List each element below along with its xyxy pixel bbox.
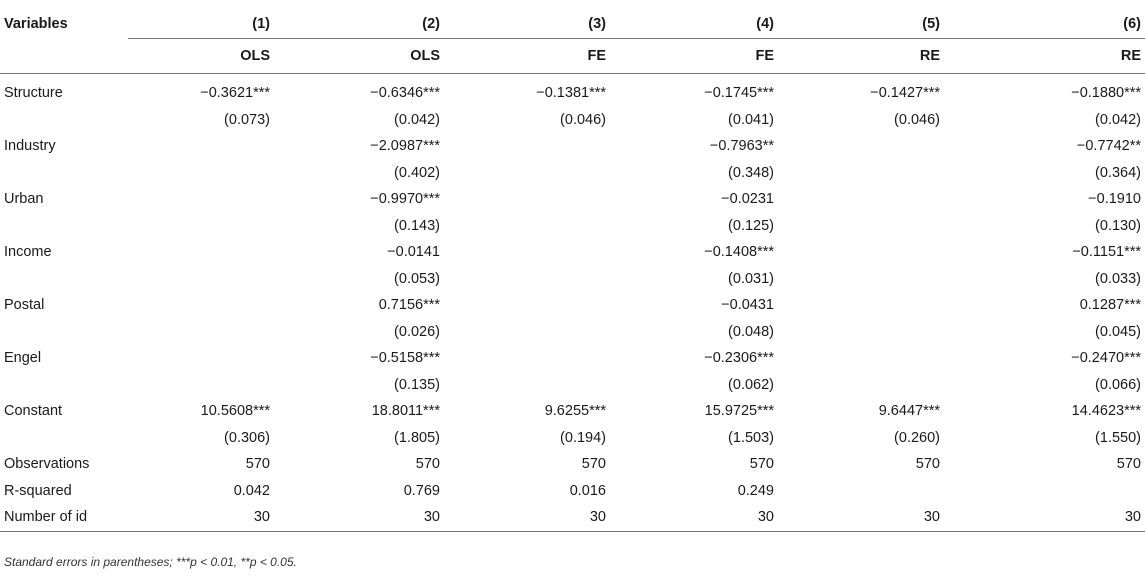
table-cell bbox=[778, 292, 944, 319]
table-cell: −0.1880*** bbox=[1071, 85, 1141, 102]
table-cell: (0.042) bbox=[394, 111, 440, 128]
row-label: R-squared bbox=[4, 482, 72, 499]
table-cell: (1.550) bbox=[1095, 429, 1141, 446]
table-cell: (0.045) bbox=[1095, 323, 1141, 340]
table-cell: −0.1745*** bbox=[704, 85, 774, 102]
table-cell bbox=[444, 133, 610, 160]
table-cell: 30 bbox=[274, 504, 444, 531]
table-cell: 30 bbox=[610, 504, 778, 531]
table-cell: (0.364) bbox=[1095, 164, 1141, 181]
table-cell: (0.041) bbox=[728, 111, 774, 128]
table-row bbox=[0, 133, 1145, 160]
table-cell bbox=[128, 319, 274, 346]
col-method: RE bbox=[944, 39, 1145, 74]
table-cell: (0.125) bbox=[728, 217, 774, 234]
table-cell: 570 bbox=[915, 456, 940, 473]
table-row bbox=[0, 425, 1145, 452]
table-cell: −0.0141 bbox=[387, 244, 440, 261]
row-label bbox=[0, 319, 128, 346]
table-row bbox=[0, 319, 1145, 346]
table-cell bbox=[128, 186, 274, 213]
table-row bbox=[0, 107, 1145, 134]
table-cell: (0.026) bbox=[394, 323, 440, 340]
table-cell: 0.016 bbox=[569, 482, 606, 499]
table-cell: −0.0431 bbox=[721, 297, 774, 314]
table-cell bbox=[128, 213, 274, 240]
table-row bbox=[0, 451, 1145, 478]
col-num: (2) bbox=[422, 16, 440, 32]
header-blank bbox=[0, 39, 128, 74]
table-cell bbox=[444, 239, 610, 266]
regression-table bbox=[0, 10, 1145, 532]
table-cell: (0.402) bbox=[394, 164, 440, 181]
table-cell bbox=[778, 266, 944, 293]
table-cell: 14.4623*** bbox=[1071, 403, 1141, 420]
table-cell: −0.1151*** bbox=[1072, 244, 1141, 261]
col-num: (1) bbox=[252, 16, 270, 32]
table-cell bbox=[444, 345, 610, 372]
col-method: OLS bbox=[274, 39, 444, 74]
row-label bbox=[0, 160, 128, 187]
table-row bbox=[0, 292, 1145, 319]
table-row bbox=[0, 266, 1145, 293]
table-cell: (0.135) bbox=[394, 376, 440, 393]
row-label: Income bbox=[4, 244, 52, 261]
table-cell: 18.8011*** bbox=[371, 403, 440, 420]
col-num: (5) bbox=[922, 16, 940, 32]
table-cell: 9.6255*** bbox=[544, 403, 606, 420]
table-cell: 0.7156*** bbox=[378, 297, 440, 314]
table-cell: (0.033) bbox=[1095, 270, 1141, 287]
table-cell bbox=[444, 160, 610, 187]
table-row bbox=[0, 239, 1145, 266]
col-num: (4) bbox=[756, 16, 774, 32]
table-cell: −0.3621*** bbox=[200, 85, 270, 102]
table-cell: (0.306) bbox=[224, 429, 270, 446]
table-cell bbox=[778, 478, 944, 505]
table-cell: −0.1910 bbox=[1088, 191, 1141, 208]
table-cell bbox=[444, 292, 610, 319]
table-cell bbox=[944, 478, 1145, 505]
row-label: Postal bbox=[4, 297, 45, 314]
table-cell bbox=[778, 160, 944, 187]
table-cell: (0.066) bbox=[1095, 376, 1141, 393]
table-cell: 570 bbox=[749, 456, 774, 473]
row-label bbox=[0, 425, 128, 452]
table-cell: −0.1381*** bbox=[536, 85, 606, 102]
table-body bbox=[0, 74, 1145, 532]
table-cell bbox=[778, 213, 944, 240]
row-label: Industry bbox=[4, 138, 56, 155]
table-cell: −0.2470*** bbox=[1071, 350, 1141, 367]
table-cell bbox=[444, 186, 610, 213]
table-cell: (0.194) bbox=[560, 429, 606, 446]
table-cell: 0.249 bbox=[737, 482, 774, 499]
table-cell: 570 bbox=[581, 456, 606, 473]
table-cell bbox=[128, 239, 274, 266]
table-cell bbox=[778, 319, 944, 346]
table-cell: 9.6447*** bbox=[878, 403, 940, 420]
table-cell bbox=[128, 133, 274, 160]
col-method: OLS bbox=[128, 39, 274, 74]
table-cell: 570 bbox=[415, 456, 440, 473]
table-cell: 570 bbox=[245, 456, 270, 473]
table-cell: 30 bbox=[778, 504, 944, 531]
table-cell: (1.503) bbox=[728, 429, 774, 446]
table-row bbox=[0, 372, 1145, 399]
table-cell: (0.062) bbox=[728, 376, 774, 393]
table-cell bbox=[128, 266, 274, 293]
table-cell bbox=[778, 239, 944, 266]
table-cell bbox=[778, 133, 944, 160]
table-cell bbox=[128, 160, 274, 187]
table-row bbox=[0, 345, 1145, 372]
table-row bbox=[0, 186, 1145, 213]
table-cell bbox=[128, 372, 274, 399]
table-cell bbox=[778, 345, 944, 372]
table-cell: 30 bbox=[128, 504, 274, 531]
table-cell bbox=[128, 345, 274, 372]
table-cell: (0.046) bbox=[560, 111, 606, 128]
row-label: Urban bbox=[4, 191, 44, 208]
table-cell bbox=[444, 372, 610, 399]
table-cell: 15.9725*** bbox=[704, 403, 774, 420]
table-cell: −0.7963** bbox=[709, 138, 774, 155]
table-cell: −0.1408*** bbox=[704, 244, 774, 261]
table-cell: (0.143) bbox=[394, 217, 440, 234]
table-row bbox=[0, 478, 1145, 505]
table-cell: 0.042 bbox=[233, 482, 270, 499]
table-cell: (0.046) bbox=[894, 111, 940, 128]
table-cell: (0.348) bbox=[728, 164, 774, 181]
table-cell: 30 bbox=[444, 504, 610, 531]
table-cell: 30 bbox=[944, 504, 1145, 531]
col-method: FE bbox=[610, 39, 778, 74]
table-cell: (0.073) bbox=[224, 111, 270, 128]
table-cell: (0.042) bbox=[1095, 111, 1141, 128]
table-cell: (0.031) bbox=[728, 270, 774, 287]
row-label: Number of id bbox=[0, 504, 128, 531]
table-cell: 0.769 bbox=[403, 482, 440, 499]
row-label bbox=[0, 213, 128, 240]
table-row bbox=[0, 398, 1145, 425]
table-row bbox=[0, 504, 1145, 531]
table-cell: (0.048) bbox=[728, 323, 774, 340]
col-num: (3) bbox=[588, 16, 606, 32]
table-cell: 10.5608*** bbox=[200, 403, 270, 420]
table-cell bbox=[444, 266, 610, 293]
row-label bbox=[0, 372, 128, 399]
col-method: RE bbox=[778, 39, 944, 74]
table-cell: −0.2306*** bbox=[704, 350, 774, 367]
table-cell: −0.6346*** bbox=[370, 85, 440, 102]
table-cell bbox=[778, 372, 944, 399]
table-cell bbox=[444, 213, 610, 240]
table-row bbox=[0, 160, 1145, 187]
row-label bbox=[0, 266, 128, 293]
header-variables: Variables bbox=[4, 16, 68, 33]
table-cell: 570 bbox=[1116, 456, 1141, 473]
table-cell: −0.5158*** bbox=[370, 350, 440, 367]
table-cell: −2.0987*** bbox=[370, 138, 440, 155]
table-cell: 0.1287*** bbox=[1079, 297, 1141, 314]
col-method: FE bbox=[444, 39, 610, 74]
row-label: Engel bbox=[4, 350, 42, 367]
table-cell bbox=[128, 292, 274, 319]
table-cell: −0.9970*** bbox=[370, 191, 440, 208]
table-cell: (0.130) bbox=[1095, 217, 1141, 234]
table-cell bbox=[778, 186, 944, 213]
header-row-numbers bbox=[0, 10, 1145, 39]
table-cell bbox=[444, 319, 610, 346]
table-cell: −0.1427*** bbox=[870, 85, 940, 102]
table-footnote: Standard errors in parentheses; ***p < 0.01, **p < 0.05. bbox=[4, 555, 297, 569]
table-cell: −0.0231 bbox=[721, 191, 774, 208]
row-label: Constant bbox=[4, 403, 63, 420]
table-cell: (0.260) bbox=[894, 429, 940, 446]
table-row bbox=[0, 74, 1145, 107]
table-cell: (0.053) bbox=[394, 270, 440, 287]
row-label: Observations bbox=[4, 456, 90, 473]
table-cell: −0.7742** bbox=[1076, 138, 1141, 155]
header-row-methods bbox=[0, 39, 1145, 74]
row-label: Structure bbox=[4, 85, 63, 102]
col-num: (6) bbox=[1123, 16, 1141, 32]
row-label bbox=[0, 107, 128, 134]
table-cell: (1.805) bbox=[394, 429, 440, 446]
table-row bbox=[0, 213, 1145, 240]
